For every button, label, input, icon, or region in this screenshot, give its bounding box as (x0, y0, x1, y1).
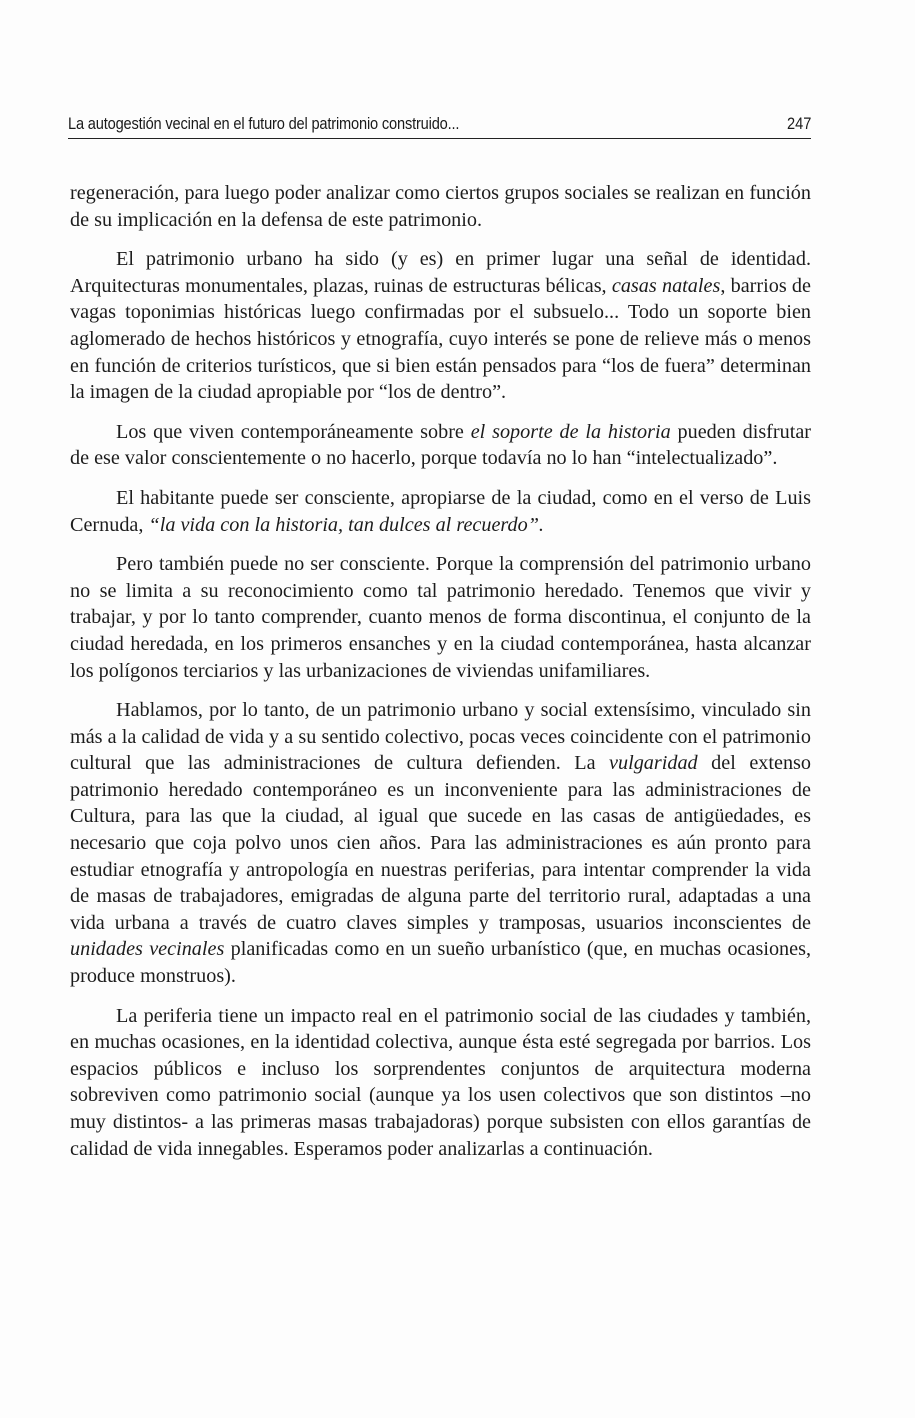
paragraph-6-italic-2: unidades vecinales (70, 938, 225, 961)
body-text (70, 180, 811, 1175)
paragraph-3-text-b: pueden disfrutar de ese valor conscientemente o no hacerlo, porque todavía no lo han “intelectualizado”. (70, 420, 811, 470)
running-header (68, 110, 811, 139)
paragraph-4-text-a: El habitante puede ser consciente, apropiarse de la ciudad, como en el verso de Luis Cernuda, (70, 486, 811, 536)
paragraph-5-text: Pero también puede no ser consciente. Porque la comprensión del patrimonio urbano no se limita a su reconocimiento como tal patrimonio heredado. Tenemos que vivir y trabajar, y por lo tanto comprender, cuanto menos de forma discontinua, el conjunto de la ciudad heredada, en los primeros ensanches y en la ciudad contemporánea, hasta alcanzar los polígonos terciarios y las urbanizaciones de viviendas unifamiliares. (70, 553, 811, 682)
paragraph-3 (70, 419, 811, 472)
paragraph-2 (70, 246, 811, 406)
paragraph-2-text-b: , barrios de vagas toponimias históricas luego confirmadas por el subsuelo... Todo un soporte bien aglomerado de hechos históricos y etnografía, cuyo interés se pone de relieve más o menos en función de criterios turísticos, que si bien están pensados para “los de fuera” determinan la imagen de la ciudad apropiable por “los de dentro”. (70, 274, 811, 404)
paragraph-6-text-a: Hablamos, por lo tanto, de un patrimonio urbano y social extensísimo, vinculado sin más a la calidad de vida y a su sentido colectivo, pocas veces coincidente con el patrimonio cultural que las administraciones de cultura defienden. La (70, 699, 811, 775)
paragraph-1 (70, 180, 811, 233)
paragraph-2-text-a: El patrimonio urbano ha sido (y es) en primer lugar una señal de identidad. Arquitecturas monumentales, plazas, ruinas de estructuras bélicas, (70, 248, 811, 297)
page-number: 247 (786, 114, 811, 133)
paragraph-6-text-b: del extenso patrimonio heredado contemporáneo es un inconveniente para las administraciones de Cultura, para las que la ciudad, al igual que sucede en las casas de antigüedades, es necesario que coja polvo unos cien años. Para las administraciones es aún pronto para estudiar etnografía y antropología en nuestras periferias, para intentar comprender la vida de masas de trabajadores, emigradas de alguna parte del territorio rural, adaptadas a una vida urbana a través de cuatro claves simples y tramposas, usuarios inconscientes de (70, 752, 811, 934)
running-header-title: La autogestión vecinal en el futuro del patrimonio construido... (68, 114, 460, 133)
paragraph-6-italic-1: vulgaridad (609, 752, 698, 775)
paragraph-3-italic: el soporte de la historia (470, 420, 671, 443)
paragraph-7-text: La periferia tiene un impacto real en el patrimonio social de las ciudades y también, en muchas ocasiones, en la identidad colectiva, aunque ésta esté segregada por barrios. Los espacios públicos e incluso los sorprendentes conjuntos de arquitectura moderna sobreviven como patrimonio social (aunque ya los usen colectivos que son distintos –no muy distintos- a las primeras masas trabajadoras) porque subsisten con ellos garantías de calidad de vida innegables. Esperamos poder analizarlas a continuación. (70, 1004, 811, 1160)
paragraph-4-quote: “la vida con la historia, tan dulces al recuerdo”. (148, 513, 544, 536)
paragraph-2-italic: casas natales (611, 274, 721, 297)
paragraph-7 (70, 1003, 811, 1163)
paragraph-6-text-c: planificadas como en un sueño urbanístico (que, en muchas ocasiones, produce monstruos). (70, 938, 811, 988)
paragraph-5 (70, 551, 811, 684)
paragraph-6 (70, 697, 811, 990)
paragraph-1-text: regeneración, para luego poder analizar como ciertos grupos sociales se realizan en función de su implicación en la defensa de este patrimonio. (70, 182, 811, 231)
paragraph-4 (70, 485, 811, 538)
paragraph-3-text-a: Los que viven contemporáneamente sobre (116, 420, 471, 443)
